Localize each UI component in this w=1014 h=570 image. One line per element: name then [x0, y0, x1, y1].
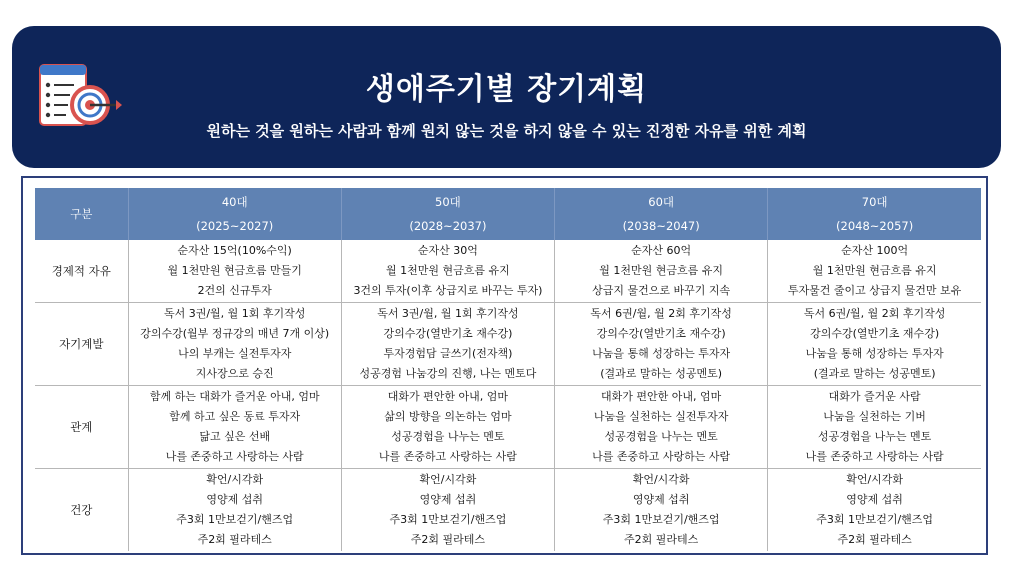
table-row — [35, 303, 981, 386]
table-cell: 대화가 즐거운 사람 나눔을 실천하는 기버 성공경험을 나누는 멘토 나를 존중하고 사랑하는 사람 — [768, 386, 981, 469]
column-header-40s: 40대 (2025~2027) — [128, 188, 341, 240]
header-banner — [12, 26, 1001, 168]
table-row — [35, 240, 981, 303]
table-header-row — [35, 188, 981, 240]
table-cell: 독서 3권/월, 월 1회 후기작성 강의수강(열반기초 재수강) 투자경험담 글쓰기(전자책) 성공경험 나눔강의 진행, 나는 멘토다 — [341, 303, 554, 386]
page-title: 생애주기별 장기계획 — [365, 72, 648, 107]
table-cell: 순자산 100억 월 1천만원 현금흐름 유지 투자물건 줄이고 상급지 물건만 보유 — [768, 240, 981, 303]
column-header-60s: 60대 (2038~2047) — [555, 188, 768, 240]
table-cell: 순자산 15억(10%수익) 월 1천만원 현금흐름 만들기 2건의 신규투자 — [128, 240, 341, 303]
column-header-70s: 70대 (2048~2057) — [768, 188, 981, 240]
column-header-category: 구분 — [35, 188, 128, 240]
lifecycle-plan-table — [35, 188, 981, 551]
column-header-50s: 50대 (2028~2037) — [341, 188, 554, 240]
table-cell: 확언/시각화 영양제 섭취 주3회 1만보걷기/핸즈업 주2회 필라테스 — [816, 473, 934, 546]
row-header-self-development: 자기계발 — [35, 303, 128, 386]
page-subtitle: 원하는 것을 원하는 사람과 함께 원치 않는 것을 하지 않을 수 있는 진정한 자유를 위한 계획 — [206, 122, 807, 140]
table-cell: 순자산 30억 월 1천만원 현금흐름 유지 3건의 투자(이후 상급지로 바꾸는 투자) — [341, 240, 554, 303]
row-header-health: 건강 — [35, 469, 128, 552]
table-row — [35, 469, 981, 552]
table-cell: 독서 3권/월, 월 1회 후기작성 강의수강(월부 정규강의 매년 7개 이상) 나의 부캐는 실전투자자 지사장으로 승진 — [128, 303, 341, 386]
row-header-financial-freedom: 경제적 자유 — [35, 240, 128, 303]
table-cell: 확언/시각화 영양제 섭취 주3회 1만보걷기/핸즈업 주2회 필라테스 — [555, 469, 768, 552]
table-row — [35, 386, 981, 469]
row-header-relationships: 관계 — [35, 386, 128, 469]
plan-table-frame — [21, 176, 988, 555]
table-cell: 순자산 60억 월 1천만원 현금흐름 유지 상급지 물건으로 바꾸기 지속 — [555, 240, 768, 303]
table-cell: 함께 하는 대화가 즐거운 아내, 엄마 함께 하고 싶은 동료 투자자 닮고 싶은 선배 나를 존중하고 사랑하는 사람 — [128, 386, 341, 469]
table-cell: 독서 6권/월, 월 2회 후기작성 강의수강(열반기초 재수강) 나눔을 통해 성장하는 투자자 (결과로 말하는 성공멘토) — [555, 303, 768, 386]
table-cell: 확언/시각화 영양제 섭취 주3회 1만보걷기/핸즈업 주2회 필라테스 — [341, 469, 554, 552]
table-cell: 대화가 편안한 아내, 엄마 삶의 방향을 의논하는 엄마 성공경험을 나누는 멘토 나를 존중하고 사랑하는 사람 — [341, 386, 554, 469]
table-cell: 대화가 편안한 아내, 엄마 나눔을 실천하는 실전투자자 성공경험을 나누는 멘토 나를 존중하고 사랑하는 사람 — [555, 386, 768, 469]
table-cell: 독서 6권/월, 월 2회 후기작성 강의수강(열반기초 재수강) 나눔을 통해 성장하는 투자자 (결과로 말하는 성공멘토) — [768, 303, 981, 386]
table-cell: 확언/시각화 영양제 섭취 주3회 1만보걷기/핸즈업 주2회 필라테스 — [128, 469, 341, 552]
